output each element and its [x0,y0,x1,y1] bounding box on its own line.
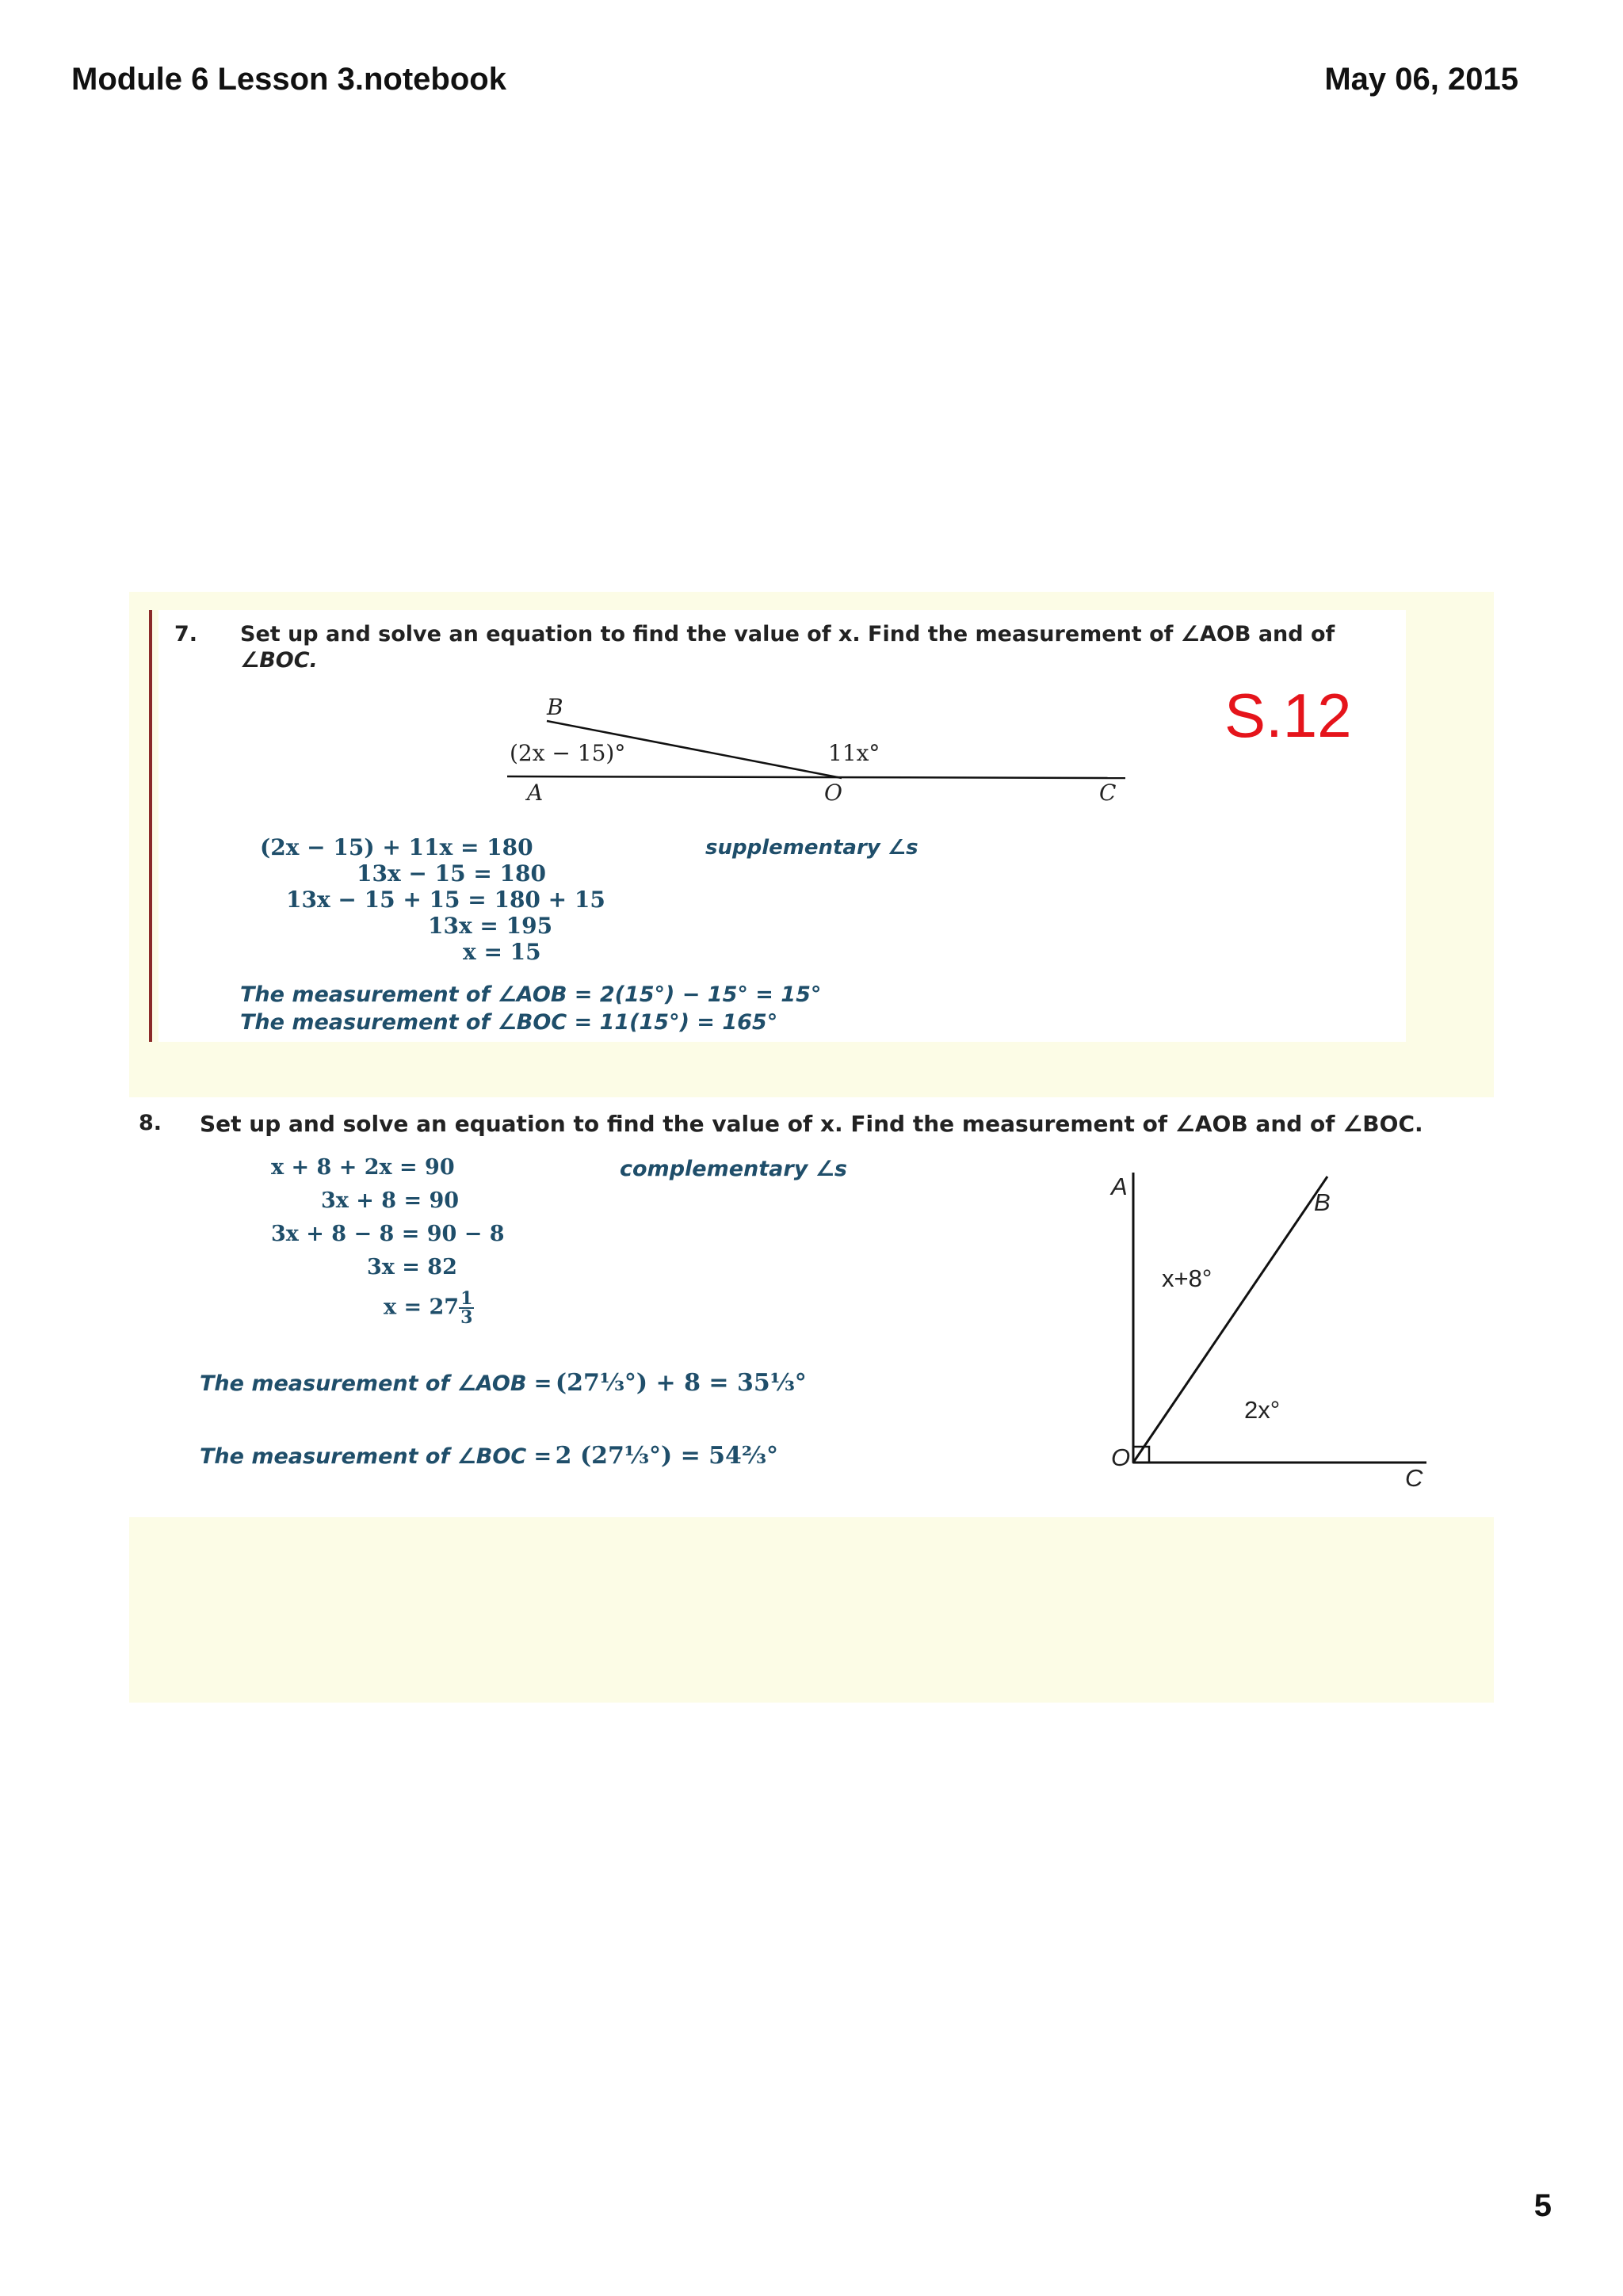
point-a-label: A [527,780,544,806]
p8-step-5 [384,1290,474,1326]
ray-line-ob [1133,1177,1327,1463]
p8-point-b-label: B [1314,1188,1331,1216]
problem-7-prompt-line1: Set up and solve an equation to find the value of x. Find the measurement of ∠AOB and of [240,622,1335,646]
p8-reason: complementary ∠s [620,1157,847,1181]
p8-point-o-label: O [1111,1444,1131,1471]
p7-step-2: 13x − 15 = 180 [357,860,546,887]
problem-7-number: 7. [174,622,198,646]
slide-stamp: S.12 [1224,681,1352,750]
p8-point-a-label: A [1111,1173,1128,1200]
problem-8-prompt: Set up and solve an equation to find the value of x. Find the measurement of ∠AOB and of ∠BOC. [200,1111,1423,1137]
p7-step-3: 13x − 15 + 15 = 180 + 15 [286,887,605,913]
point-o-label: O [824,780,842,806]
p8-result-boc [200,1442,778,1470]
angle-boc-label: 11x° [828,740,880,766]
p8-result-boc-prefix: The measurement of ∠BOC = [200,1444,552,1469]
p8-result-boc-expr: 2 (27⅓°) = 54⅔° [555,1442,778,1470]
p8-point-c-label: C [1405,1464,1423,1492]
p8-step-2: 3x + 8 = 90 [321,1188,460,1213]
p8-result-aob-prefix: The measurement of ∠AOB = [200,1371,552,1396]
problem-8-diagram [1109,1165,1442,1482]
point-b-label: B [547,694,563,720]
p7-step-4: 13x = 195 [428,913,553,939]
problem-7-prompt-line2: ∠BOC. [240,648,318,673]
p8-step-3: 3x + 8 − 8 = 90 − 8 [271,1222,505,1246]
ray-line-ac [507,776,1125,778]
margin-bar [149,610,152,1042]
page-date: May 06, 2015 [1324,62,1518,97]
p8-result-aob [200,1369,807,1397]
p7-result-aob: The measurement of ∠AOB = 2(15°) − 15° = 15° [240,982,822,1007]
page-number: 5 [1533,2188,1552,2223]
p8-angle-boc-label: 2x° [1244,1396,1281,1424]
angle-aob-label: (2x − 15)° [510,740,626,766]
p8-step-4: 3x = 82 [367,1255,457,1280]
point-c-label: C [1099,780,1117,806]
p8-angle-aob-label: x+8° [1162,1264,1212,1292]
p8-step-5-fraction: $\frac{1}{3}$ [460,1288,473,1328]
p8-step-1: x + 8 + 2x = 90 [271,1155,455,1180]
p7-reason: supplementary ∠s [705,836,918,860]
notebook-title: Module 6 Lesson 3.notebook [71,62,506,97]
p7-step-1: (2x − 15) + 11x = 180 [260,834,533,860]
problem-8-number: 8. [139,1111,162,1135]
p7-result-boc: The measurement of ∠BOC = 11(15°) = 165° [240,1010,778,1035]
p7-step-5: x = 15 [463,939,541,965]
p8-result-aob-expr: (27⅓°) + 8 = 35⅓° [555,1369,807,1397]
problem-7-card [158,610,1406,1042]
p8-step-5-prefix: x = 27 [384,1295,460,1320]
